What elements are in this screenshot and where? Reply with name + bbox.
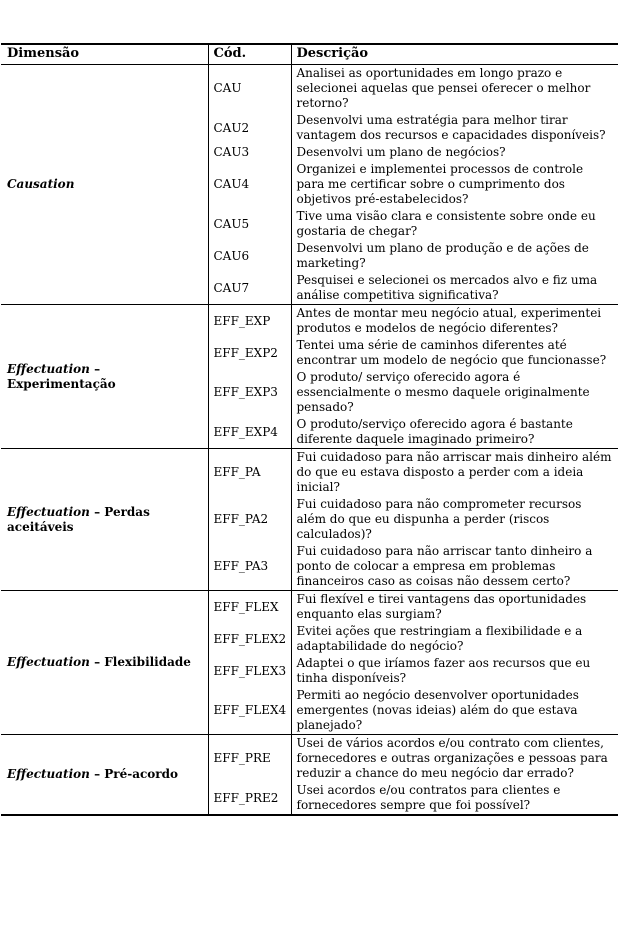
- item-code: EFF_EXP2: [208, 337, 291, 369]
- col-header-dimensao: Dimensão: [1, 44, 208, 65]
- dimension-name-italic: Effectuation: [7, 655, 90, 669]
- item-code: EFF_PRE2: [208, 782, 291, 815]
- item-description: Usei de vários acordos e/ou contrato com clientes, fornecedores e outras organizações e pessoas para reduzir a chance do meu negócio dar errado?: [291, 735, 618, 783]
- item-code: CAU6: [208, 240, 291, 272]
- dimension-name-italic: Causation: [7, 177, 75, 191]
- item-code: CAU4: [208, 161, 291, 208]
- dimension-cell: [1, 735, 208, 816]
- dimension-cell: [1, 449, 208, 591]
- dimension-cell: [1, 305, 208, 449]
- item-code: EFF_EXP3: [208, 369, 291, 416]
- dimension-cell: [1, 65, 208, 305]
- table-row: [1, 591, 618, 624]
- header-row: [1, 44, 618, 65]
- item-description: Tentei uma série de caminhos diferentes até encontrar um modelo de negócio que funcionasse?: [291, 337, 618, 369]
- item-description: Fui cuidadoso para não arriscar tanto dinheiro a ponto de colocar a empresa em problemas financeiros caso as coisas não dessem certo?: [291, 543, 618, 591]
- item-description: Desenvolvi um plano de negócios?: [291, 144, 618, 161]
- col-header-codigo: Cód.: [208, 44, 291, 65]
- item-code: EFF_PRE: [208, 735, 291, 783]
- item-code: EFF_FLEX4: [208, 687, 291, 735]
- dimension-name-italic: Effectuation: [7, 767, 90, 781]
- item-code: CAU7: [208, 272, 291, 305]
- item-description: Analisei as oportunidades em longo prazo e selecionei aquelas que pensei oferecer o melhor retorno?: [291, 65, 618, 113]
- item-code: EFF_FLEX2: [208, 623, 291, 655]
- item-code: CAU: [208, 65, 291, 113]
- item-code: EFF_PA: [208, 449, 291, 497]
- table-row: [1, 65, 618, 113]
- item-description: Desenvolvi uma estratégia para melhor tirar vantagem dos recursos e capacidades disponíveis?: [291, 112, 618, 144]
- item-code: EFF_FLEX: [208, 591, 291, 624]
- item-description: O produto/ serviço oferecido agora é essencialmente o mesmo daquele originalmente pensado?: [291, 369, 618, 416]
- dimension-name-rest: – Flexibilidade: [89, 655, 191, 669]
- table-header: [1, 44, 618, 65]
- dimension-name-italic: Effectuation: [7, 361, 90, 376]
- dimension-name-rest: – Pré-acordo: [89, 767, 179, 781]
- dimension-name-rest: – Experimentação: [7, 361, 116, 391]
- table-body: [1, 65, 618, 816]
- item-description: Usei acordos e/ou contratos para clientes e fornecedores sempre que foi possível?: [291, 782, 618, 815]
- item-description: Fui cuidadoso para não comprometer recursos além do que eu dispunha a perder (riscos calculados)?: [291, 496, 618, 543]
- item-code: EFF_PA3: [208, 543, 291, 591]
- col-header-descricao: Descrição: [291, 44, 618, 65]
- item-code: EFF_EXP: [208, 305, 291, 338]
- item-description: O produto/serviço oferecido agora é bastante diferente daquele imaginado primeiro?: [291, 416, 618, 449]
- item-code: EFF_FLEX3: [208, 655, 291, 687]
- item-description: Adaptei o que iríamos fazer aos recursos que eu tinha disponíveis?: [291, 655, 618, 687]
- item-description: Antes de montar meu negócio atual, experimentei produtos e modelos de negócio diferentes?: [291, 305, 618, 338]
- table-row: [1, 449, 618, 497]
- item-description: Organizei e implementei processos de controle para me certificar sobre o cumprimento dos objetivos pré-estabelecidos?: [291, 161, 618, 208]
- item-description: Pesquisei e selecionei os mercados alvo e fiz uma análise competitiva significativa?: [291, 272, 618, 305]
- item-description: Fui flexível e tirei vantagens das oportunidades enquanto elas surgiam?: [291, 591, 618, 624]
- table-row: [1, 305, 618, 338]
- item-description: Tive uma visão clara e consistente sobre onde eu gostaria de chegar?: [291, 208, 618, 240]
- item-code: EFF_EXP4: [208, 416, 291, 449]
- dimension-name-rest: – Perdas aceitáveis: [7, 504, 150, 534]
- dimension-cell: [1, 591, 208, 735]
- item-code: CAU3: [208, 144, 291, 161]
- table-row: [1, 735, 618, 783]
- item-description: Permiti ao negócio desenvolver oportunidades emergentes (novas ideias) além do que estava planejado?: [291, 687, 618, 735]
- item-description: Desenvolvi um plano de produção e de ações de marketing?: [291, 240, 618, 272]
- item-code: EFF_PA2: [208, 496, 291, 543]
- item-description: Fui cuidadoso para não arriscar mais dinheiro além do que eu estava disposto a perder com a ideia inicial?: [291, 449, 618, 497]
- questionnaire-table: [1, 43, 618, 816]
- item-code: CAU2: [208, 112, 291, 144]
- item-description: Evitei ações que restringiam a flexibilidade e a adaptabilidade do negócio?: [291, 623, 618, 655]
- item-code: CAU5: [208, 208, 291, 240]
- dimension-name-italic: Effectuation: [7, 504, 90, 519]
